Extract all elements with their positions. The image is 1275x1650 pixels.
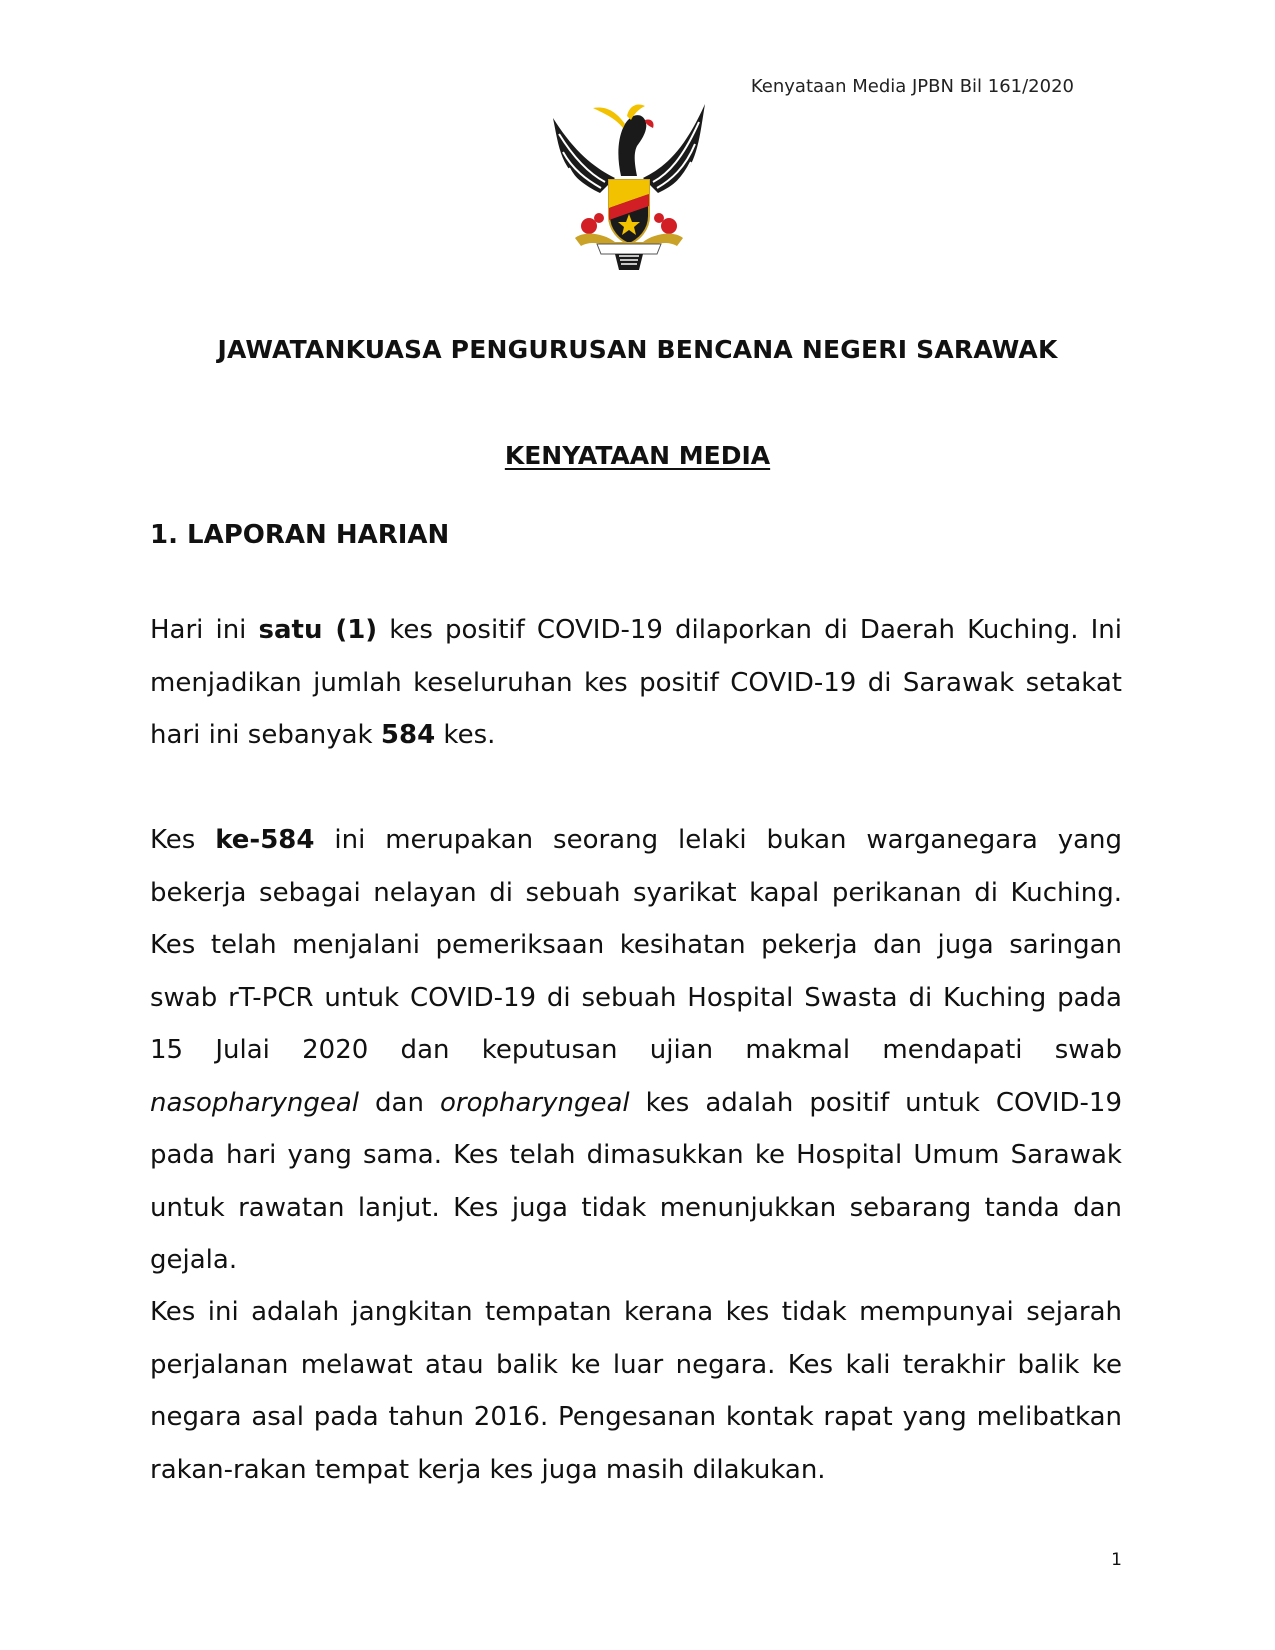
sarawak-crest-icon	[545, 98, 713, 270]
p2-italic-nasopharyngeal: nasopharyngeal	[150, 1087, 359, 1118]
p1-bold-new-cases: satu (1)	[258, 615, 378, 645]
page-number: 1	[1111, 1550, 1122, 1570]
document-type-label: KENYATAAN MEDIA	[504, 441, 771, 470]
document-reference: Kenyataan Media JPBN Bil 161/2020	[750, 76, 1074, 97]
p1-bold-total-cases: 584	[380, 720, 436, 750]
p2-text-1: Kes	[150, 825, 216, 855]
section-heading: 1. LAPORAN HARIAN	[150, 520, 450, 550]
shield	[609, 180, 649, 244]
paragraph-daily-case-count	[150, 604, 1122, 762]
p1-text-1: Hari ini	[150, 615, 259, 645]
p2-bold-case-id: ke-584	[215, 825, 315, 855]
p2-text-2: ini merupakan seorang lelaki bukan warganegara yang bekerja sebagai nelayan di sebuah syarikat kapal perikanan di Kuching. Kes telah menjalani pemeriksaan kesihatan pekerja dan juga saringan swab rT-PCR untuk COVID-19 di sebuah Hospital Swasta di Kuching pada 15 Julai 2020 dan keputusan ujian makmal mendapati swab	[150, 825, 1123, 1065]
left-wing	[553, 118, 615, 193]
right-wing	[643, 104, 705, 193]
paragraph-local-infection: Kes ini adalah jangkitan tempatan kerana kes tidak mempunyai sejarah perjalanan melawat atau balik ke luar negara. Kes kali terakhir balik ke negara asal pada tahun 2016. Pengesanan kontak rapat yang melibatkan rakan-rakan tempat kerja kes juga masih dilakukan.	[150, 1297, 1122, 1485]
document-type-title	[0, 441, 1275, 470]
p2-text-4: kes adalah positif untuk COVID-19 pada hari yang sama. Kes telah dimasukkan ke Hospital Umum Sarawak untuk rawatan lanjut. Kes juga tidak menunjukkan sebarang tanda dan gejala.	[150, 1087, 1122, 1275]
p2-italic-oropharyngeal: oropharyngeal	[439, 1087, 630, 1118]
p1-text-2: kes positif COVID-19 dilaporkan di Daerah Kuching. Ini menjadikan jumlah keseluruhan kes positif COVID-19 di Sarawak setakat hari ini sebanyak	[150, 615, 1122, 750]
p1-text-3: kes.	[435, 720, 496, 750]
p2-text-3: dan	[359, 1087, 440, 1118]
page-title: JAWATANKUASA PENGURUSAN BENCANA NEGERI SARAWAK	[217, 335, 1058, 364]
paragraph-case-details	[150, 814, 1122, 1287]
